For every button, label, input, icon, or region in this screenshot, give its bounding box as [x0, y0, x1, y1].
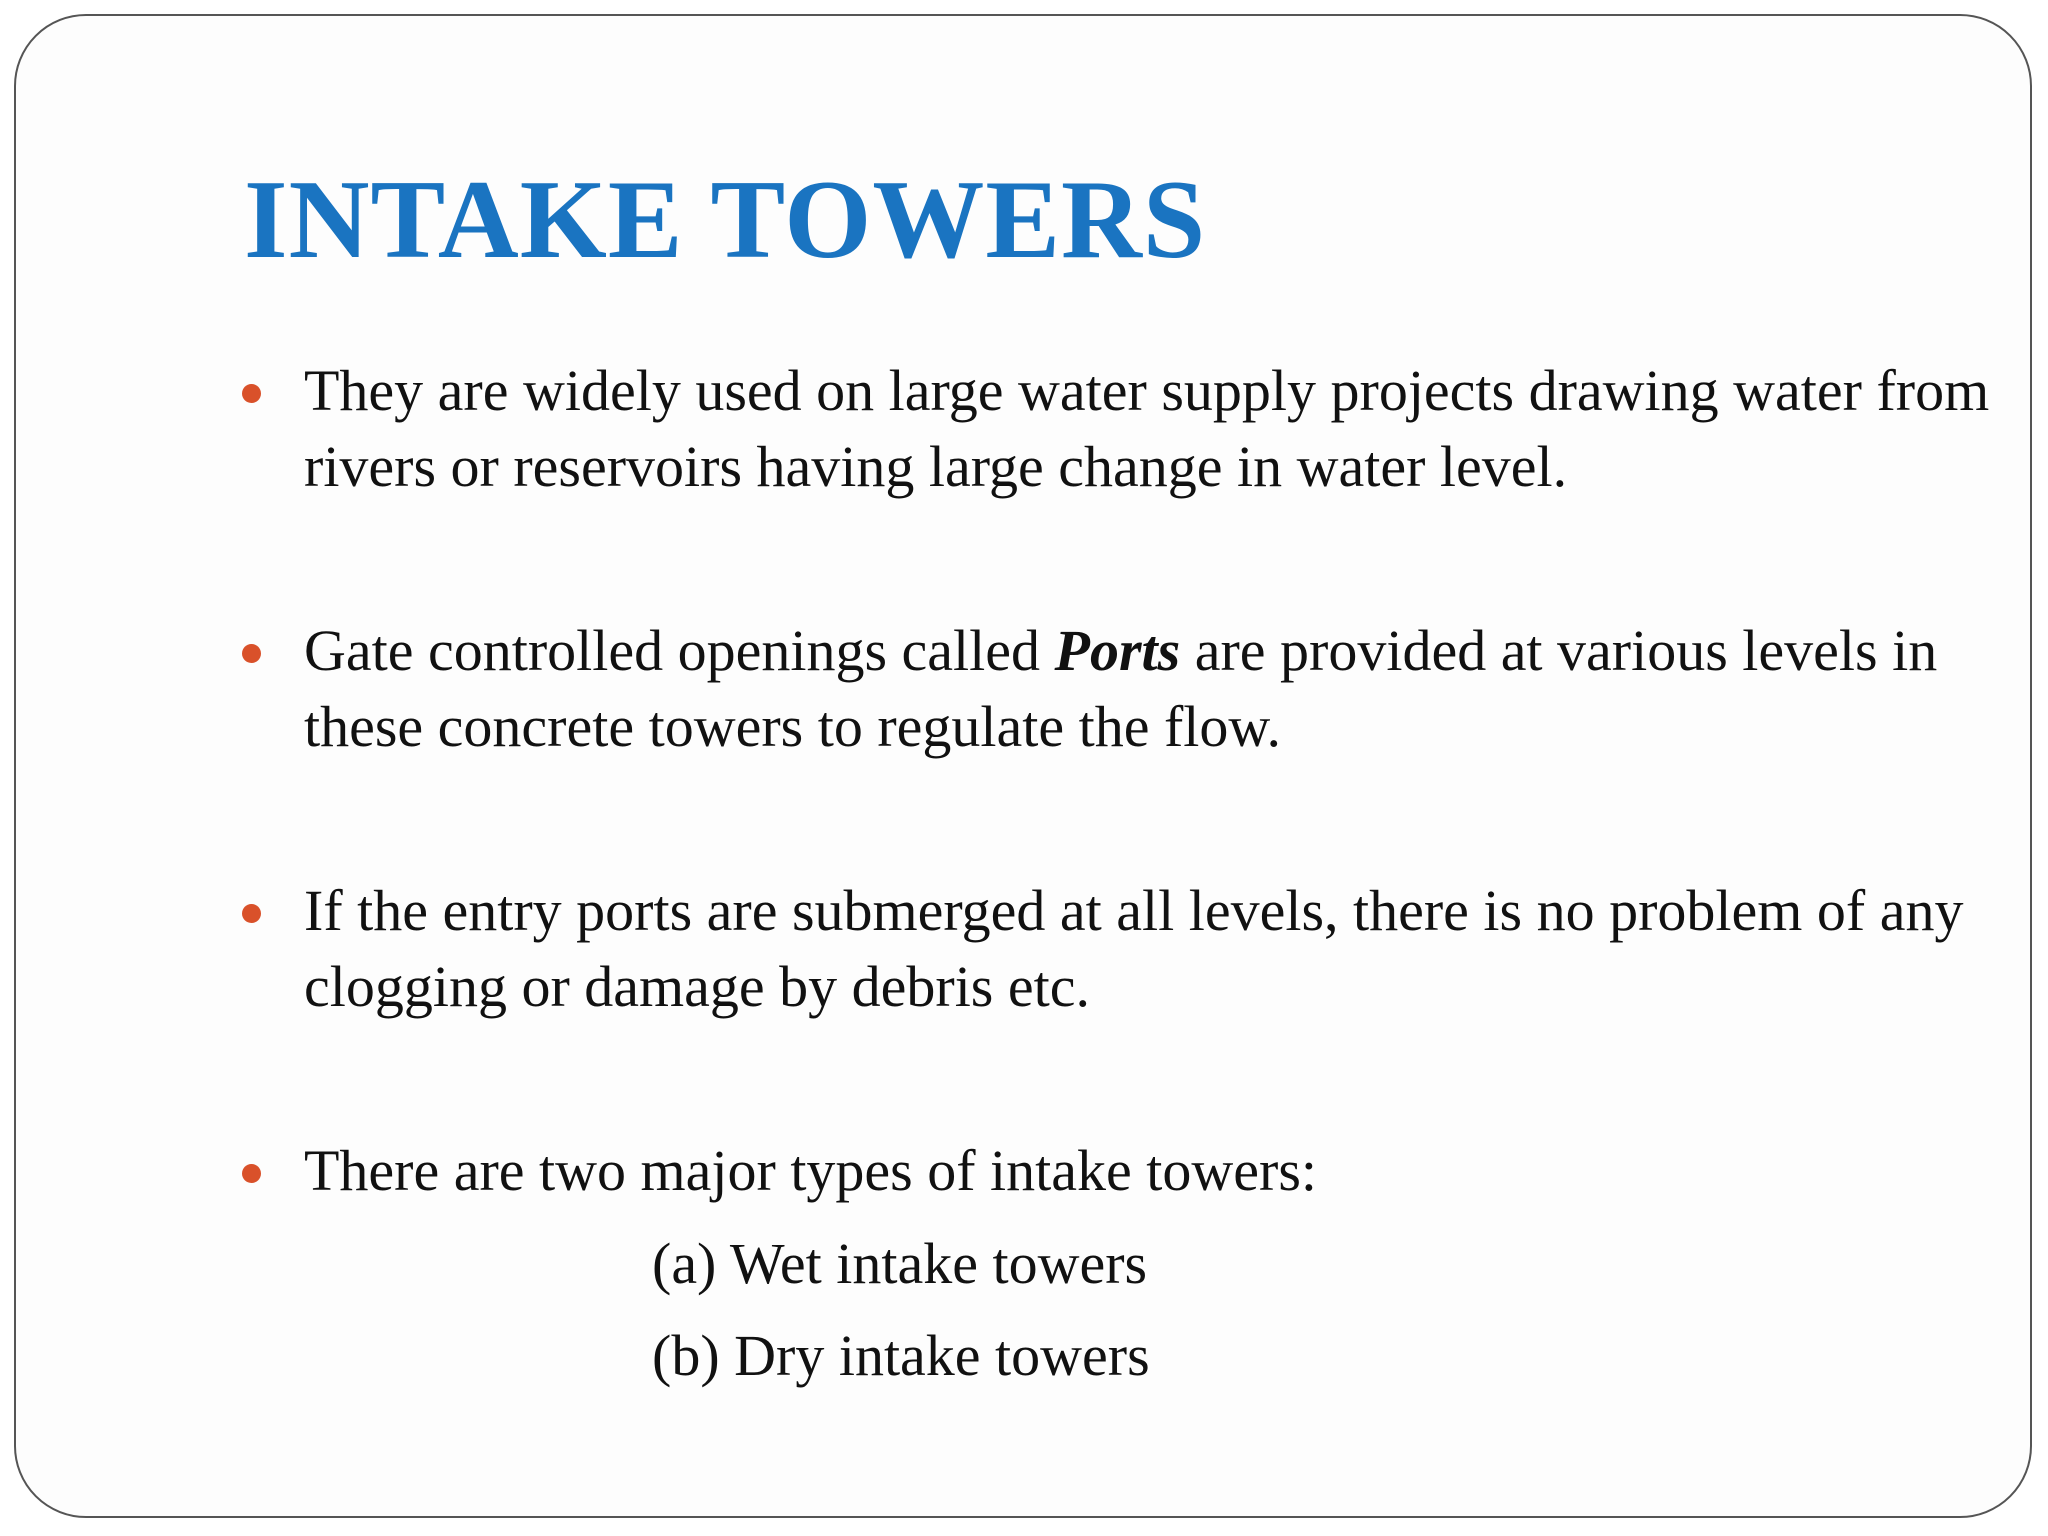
slide-title: INTAKE TOWERS [244, 158, 1207, 282]
bullet-text: They are widely used on large water supply projects drawing water from rivers or reservoirs having large change in water level. [304, 358, 1990, 499]
bullet-item [242, 353, 2032, 505]
bullet-text-before: Gate controlled openings called [304, 618, 1055, 683]
sub-item-wet-intake: (a) Wet intake towers [652, 1231, 1148, 1296]
bullet-item [242, 1133, 2032, 1209]
bullet-item [242, 873, 2032, 1025]
bullet-dot-icon [242, 644, 261, 663]
bullet-text: There are two major types of intake towers: [304, 1138, 1318, 1203]
sub-item-dry-intake: (b) Dry intake towers [652, 1323, 1150, 1388]
bullet-text [304, 613, 2032, 765]
bullet-item [242, 613, 2032, 765]
slide-frame [14, 14, 2032, 1518]
bullet-text: If the entry ports are submerged at all levels, there is no problem of any clogging or damage by debris etc. [304, 878, 1964, 1019]
bullet-dot-icon [242, 904, 261, 923]
bullet-text-after: are provided at various levels in these concrete towers to regulate the flow. [304, 618, 1938, 759]
bullet-dot-icon [242, 1164, 261, 1183]
bullet-dot-icon [242, 384, 261, 403]
ports-term: Ports [1054, 618, 1181, 683]
